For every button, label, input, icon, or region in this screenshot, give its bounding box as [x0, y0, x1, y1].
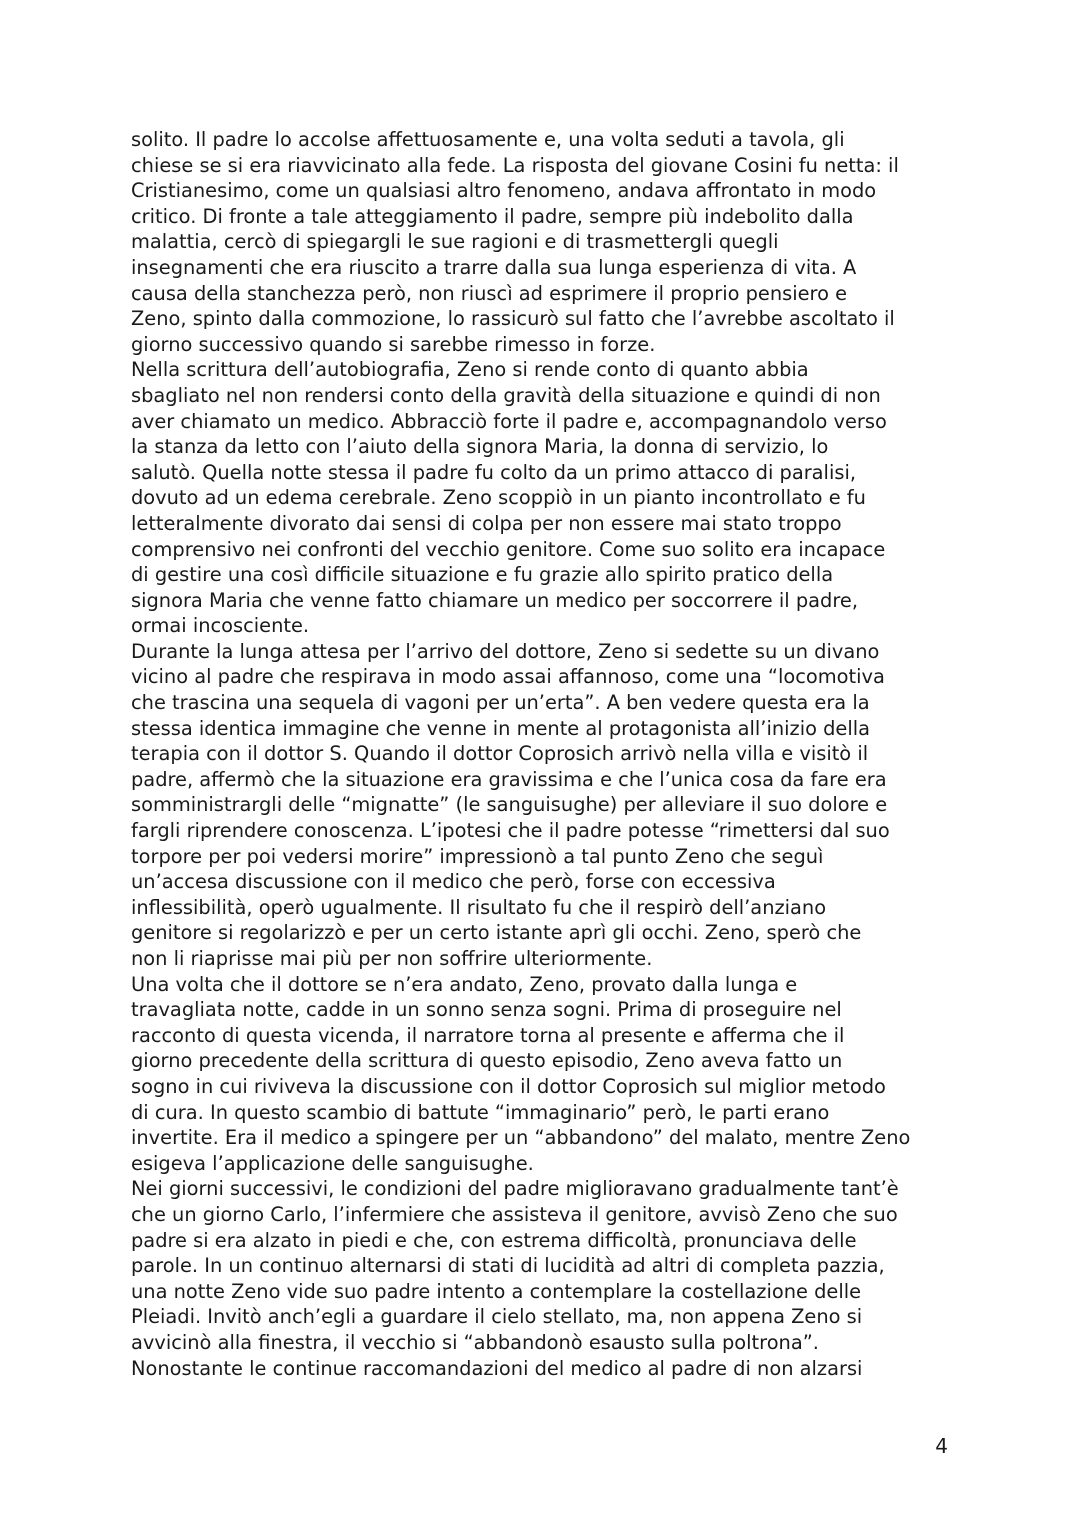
text-line: Nonostante le continue raccomandazioni del medico al padre di non alzarsi: [131, 1356, 863, 1380]
text-line: terapia con il dottor S. Quando il dottor Coprosich arrivò nella villa e visitò il: [131, 742, 869, 766]
text-line: vicino al padre che respirava in modo assai affannoso, come una “locomotiva: [131, 665, 885, 689]
text-line: che trascina una sequela di vagoni per un’erta”. A ben vedere questa era la: [131, 691, 870, 715]
text-line: padre si era alzato in piedi e che, con estrema difficoltà, pronunciava delle: [131, 1228, 857, 1252]
text-line: parole. In un continuo alternarsi di stati di lucidità ad altri di completa pazzia,: [131, 1254, 885, 1278]
text-line: causa della stanchezza però, non riuscì ad esprimere il proprio pensiero e: [131, 281, 848, 305]
text-line: malattia, cercò di spiegargli le sue ragioni e di trasmettergli quegli: [131, 230, 779, 254]
text-line: giorno successivo quando si sarebbe rimesso in forze.: [131, 332, 656, 356]
text-line: Nei giorni successivi, le condizioni del padre miglioravano gradualmente tant’è: [131, 1177, 899, 1201]
text-line: avvicinò alla finestra, il vecchio si “abbandonò esausto sulla poltrona”.: [131, 1330, 819, 1354]
text-line: somministrargli delle “mignatte” (le sanguisughe) per alleviare il suo dolore e: [131, 793, 888, 817]
text-line: un’accesa discussione con il medico che però, forse con eccessiva: [131, 870, 776, 894]
text-line: travagliata notte, cadde in un sonno senza sogni. Prima di proseguire nel: [131, 998, 842, 1022]
text-line: la stanza da letto con l’aiuto della signora Maria, la donna di servizio, lo: [131, 435, 829, 459]
text-line: stessa identica immagine che venne in mente al protagonista all’inizio della: [131, 716, 871, 740]
text-line: comprensivo nei confronti del vecchio genitore. Come suo solito era incapace: [131, 537, 886, 561]
text-line: Una volta che il dottore se n’era andato, Zeno, provato dalla lunga e: [131, 972, 798, 996]
text-line: genitore si regolarizzò e per un certo istante aprì gli occhi. Zeno, sperò che: [131, 921, 862, 945]
text-line: chiese se si era riavvicinato alla fede. La risposta del giovane Cosini fu netta: il: [131, 153, 899, 177]
text-line: invertite. Era il medico a spingere per un “abbandono” del malato, mentre Zeno: [131, 1126, 911, 1150]
text-line: critico. Di fronte a tale atteggiamento il padre, sempre più indebolito dalla: [131, 204, 854, 228]
text-line: signora Maria che venne fatto chiamare un medico per soccorrere il padre,: [131, 588, 858, 612]
text-line: inflessibilità, operò ugualmente. Il risultato fu che il respirò dell’anziano: [131, 895, 827, 919]
text-line: letteralmente divorato dai sensi di colpa per non essere mai stato troppo: [131, 511, 842, 535]
text-line: torpore per poi vedersi morire” impressionò a tal punto Zeno che seguì: [131, 844, 824, 868]
text-line: Pleiadi. Invitò anch’egli a guardare il cielo stellato, ma, non appena Zeno si: [131, 1305, 863, 1329]
text-line: di gestire una così difficile situazione e fu grazie allo spirito pratico della: [131, 563, 834, 587]
text-line: Zeno, spinto dalla commozione, lo rassicurò sul fatto che l’avrebbe ascoltato il: [131, 307, 895, 331]
text-line: Durante la lunga attesa per l’arrivo del dottore, Zeno si sedette su un divano: [131, 639, 880, 663]
text-line: sogno in cui riviveva la discussione con il dottor Coprosich sul miglior metodo: [131, 1074, 886, 1098]
text-line: insegnamenti che era riuscito a trarre dalla sua lunga esperienza di vita. A: [131, 255, 857, 279]
text-line: padre, affermò che la situazione era gravissima e che l’unica cosa da fare era: [131, 767, 887, 791]
text-line: esigeva l’applicazione delle sanguisughe.: [131, 1151, 534, 1175]
text-line: Nella scrittura dell’autobiografia, Zeno si rende conto di quanto abbia: [131, 358, 809, 382]
text-line: giorno precedente della scrittura di questo episodio, Zeno aveva fatto un: [131, 1049, 843, 1073]
text-line: racconto di questa vicenda, il narratore torna al presente e afferma che il: [131, 1023, 845, 1047]
text-line: che un giorno Carlo, l’infermiere che assisteva il genitore, avvisò Zeno che suo: [131, 1202, 898, 1226]
text-line: fargli riprendere conoscenza. L’ipotesi che il padre potesse “rimettersi dal suo: [131, 819, 890, 843]
body-text: [131, 127, 961, 1381]
text-line: Cristianesimo, come un qualsiasi altro fenomeno, andava affrontato in modo: [131, 179, 877, 203]
text-line: salutò. Quella notte stessa il padre fu colto da un primo attacco di paralisi,: [131, 460, 856, 484]
text-line: dovuto ad un edema cerebrale. Zeno scoppiò in un pianto incontrollato e fu: [131, 486, 866, 510]
text-line: una notte Zeno vide suo padre intento a contemplare la costellazione delle: [131, 1279, 862, 1303]
text-line: aver chiamato un medico. Abbracciò forte il padre e, accompagnandolo verso: [131, 409, 887, 433]
text-line: solito. Il padre lo accolse affettuosamente e, una volta seduti a tavola, gli: [131, 128, 845, 151]
text-line: di cura. In questo scambio di battute “immaginario” però, le parti erano: [131, 1100, 830, 1124]
page-number: 4: [935, 1434, 948, 1458]
text-line: ormai incosciente.: [131, 614, 310, 638]
text-line: non li riaprisse mai più per non soffrire ulteriormente.: [131, 947, 653, 970]
text-line: sbagliato nel non rendersi conto della gravità della situazione e quindi di non: [131, 383, 881, 407]
